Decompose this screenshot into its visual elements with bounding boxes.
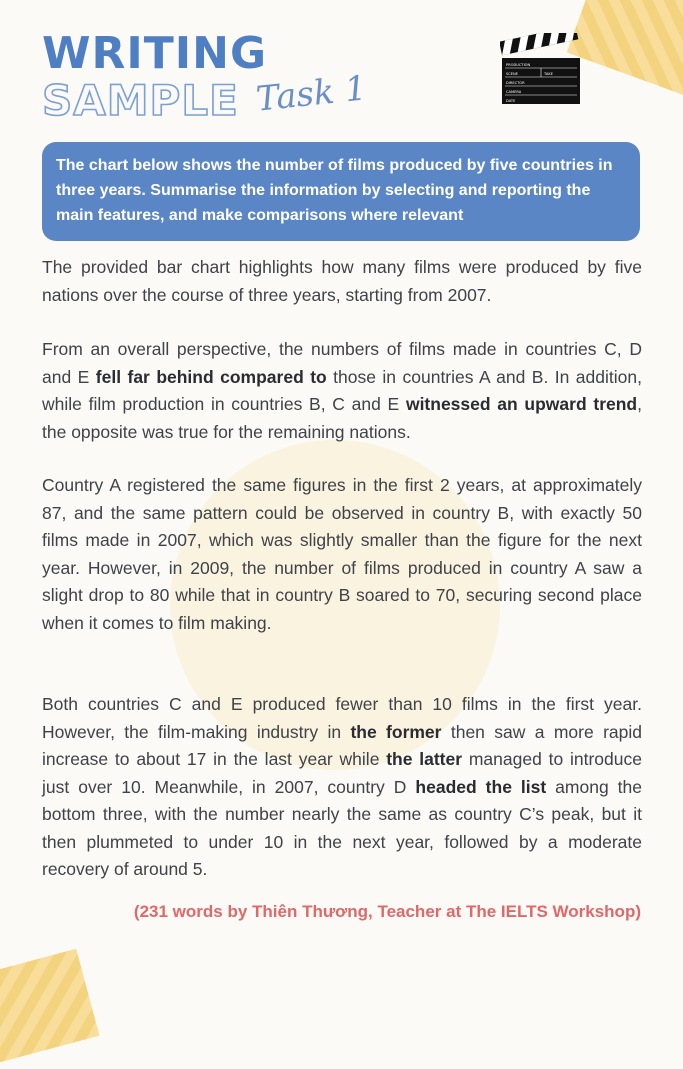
- decor-corner-top-right: [567, 0, 683, 100]
- essay-highlight: witnessed an upward trend: [405, 394, 638, 414]
- clapper-field-director: DIRECTOR: [506, 81, 525, 85]
- essay-text: From an overall perspective, the numbers of films made in countries C, D and E: [42, 339, 642, 387]
- task-prompt-box: [42, 142, 640, 241]
- essay-text: then saw a more rapid increase to about 17 in the last year while: [42, 721, 642, 769]
- decor-corner-bottom-left: [0, 949, 99, 1069]
- essay-highlight: headed the list: [415, 776, 547, 797]
- clapper-field-scene: SCENE: [506, 72, 519, 76]
- clapperboard-icon: [500, 33, 582, 105]
- essay-paragraph-overview: [42, 336, 642, 446]
- clapper-field-take: TAKE: [544, 72, 554, 76]
- task-label: Task 1: [254, 68, 369, 120]
- essay-highlight: the former: [350, 721, 442, 742]
- essay-text: among the bottom three, with the number nearly the same as country C’s peak, but it then plummeted to under 10 in the next year, followed by a moderate recovery of around 5.: [42, 776, 642, 879]
- clapper-field-camera: CAMERA: [506, 90, 522, 94]
- task-prompt-text: The chart below shows the number of films produced by five countries in three years. Summarise the information by selecting and reporting the main features, and make comparisons where relevant: [56, 157, 613, 224]
- essay-text: Both countries C and E produced fewer than 10 films in the first year. However, the film-making industry in: [42, 694, 642, 742]
- clapper-field-date: DATE: [506, 99, 516, 103]
- essay-text: managed to introduce just over 10. Meanwhile, in 2007, country D: [42, 749, 642, 797]
- author-credit: (231 words by Thiên Thương, Teacher at The IELTS Workshop): [133, 902, 641, 921]
- essay-highlight: fell far behind compared to: [95, 366, 327, 387]
- title-sample: SAMPLE: [42, 76, 239, 125]
- essay-text: those in countries A and B. In addition, while film production in countries B, C and E: [42, 366, 642, 414]
- essay-paragraph-body1: Country A registered the same figures in the first 2 years, at approximately 87, and the same pattern could be observed in country B, with exactly 50 films made in 2007, which was slightly smaller than the figure for the next year. However, in 2009, the number of films produced in country A saw a slight drop to 80 while that in country B soared to 70, securing second place when it comes to film making.: [42, 475, 642, 633]
- essay-paragraph-intro: The provided bar chart highlights how many films were produced by five nations over the course of three years, starting from 2007.: [42, 257, 642, 305]
- essay-paragraph-body2: [42, 691, 642, 884]
- clapper-field-production: PRODUCTION: [506, 63, 531, 67]
- essay-highlight: the latter: [386, 749, 463, 769]
- title-writing: WRITING: [42, 28, 268, 79]
- essay-text: , the opposite was true for the remaining nations.: [42, 394, 642, 442]
